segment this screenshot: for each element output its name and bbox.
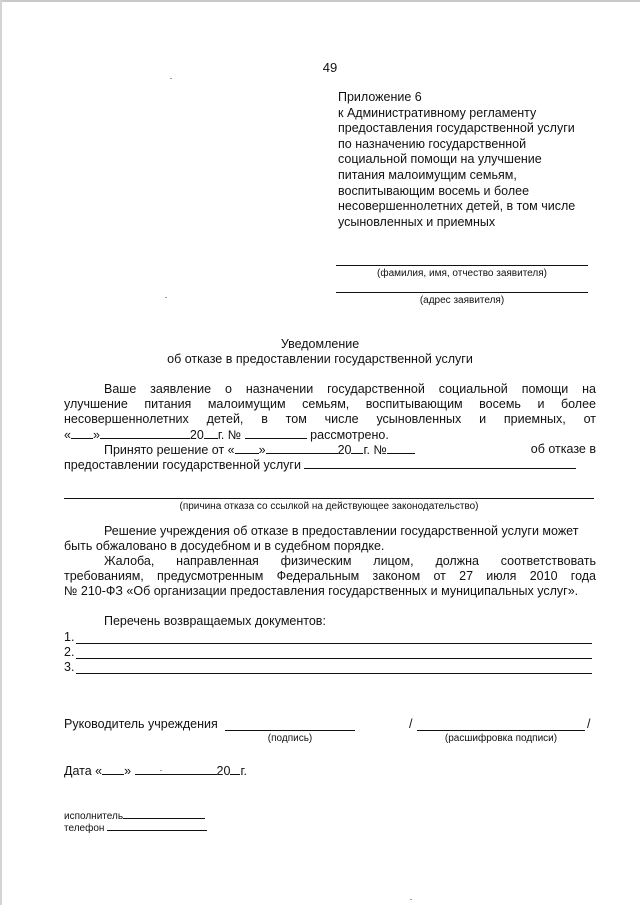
day-field[interactable] — [235, 442, 259, 454]
appendix-line: социальной помощи на улучшение — [338, 152, 542, 167]
month-field[interactable] — [266, 442, 338, 454]
body-text: несовершеннолетних детей, в том числе усыновленных и приемных, от — [64, 412, 596, 426]
applicant-name-caption: (фамилия, имя, отчество заявителя) — [377, 268, 547, 279]
signature-line[interactable] — [225, 730, 355, 731]
day-field[interactable] — [71, 427, 93, 439]
appendix-line: к Административному регламенту — [338, 105, 537, 120]
list-item: 2. — [64, 645, 592, 659]
executor-field[interactable] — [123, 809, 205, 819]
list-item: 1. — [64, 630, 592, 644]
year-field[interactable] — [204, 427, 218, 439]
reason-caption: (причина отказа со ссылкой на действующее законодательство) — [179, 501, 479, 512]
list-item: 3. — [64, 660, 592, 674]
executor-row: исполнитель — [64, 809, 205, 822]
body-text: улучшение питания малоимущим семьям, воспитывающим восемь и более — [64, 397, 596, 411]
doc-field[interactable] — [76, 646, 592, 659]
appendix-line: несовершеннолетних детей, в том числе — [338, 199, 576, 214]
head-label: Руководитель учреждения — [64, 717, 218, 731]
notice-subtitle: об отказе в предоставлении государственной услуги — [167, 352, 473, 366]
number-field[interactable] — [387, 442, 415, 454]
appendix-line: воспитывающим восемь и более — [338, 183, 530, 198]
body-text: Принято решение от « » 20 г. № об отказе в — [104, 442, 596, 457]
month-field[interactable] — [135, 763, 217, 775]
body-text: Ваше заявление о назначении государственной социальной помощи на — [104, 382, 596, 396]
decode-line[interactable] — [417, 730, 585, 731]
scan-speck — [160, 770, 162, 771]
doc-field[interactable] — [76, 661, 592, 674]
body-text: № 210-ФЗ «Об организации предоставления государственных и муниципальных услуг». — [64, 584, 579, 598]
scan-speck — [410, 899, 412, 900]
day-field[interactable] — [102, 763, 124, 775]
decode-caption: (расшифровка подписи) — [444, 733, 558, 744]
applicant-address-caption: (адрес заявителя) — [419, 295, 505, 306]
phone-row: телефон — [64, 821, 207, 834]
appendix-block — [338, 90, 598, 230]
signature-caption: (подпись) — [267, 733, 313, 744]
service-field[interactable] — [304, 457, 576, 469]
page-number: 49 — [322, 60, 338, 75]
docs-heading: Перечень возвращаемых документов: — [104, 614, 326, 628]
scan-border-left — [0, 0, 2, 905]
body-text: Жалоба, направленная физическим лицом, должна соответствовать — [104, 554, 596, 568]
body-text: предоставлении государственной услуги — [64, 457, 596, 472]
appendix-line: Приложение 6 — [338, 90, 422, 104]
scan-border-top — [0, 0, 640, 2]
appendix-line: питания малоимущим семьям, — [338, 167, 517, 182]
reason-line[interactable] — [64, 498, 594, 499]
notice-title: Уведомление — [280, 337, 360, 351]
applicant-address-line[interactable] — [336, 292, 588, 293]
scan-speck — [170, 78, 172, 79]
appendix-line: по назначению государственной — [338, 136, 527, 151]
year-field[interactable] — [230, 763, 240, 775]
date-row: Дата « » 20 г. — [64, 764, 247, 778]
scan-speck — [165, 297, 167, 298]
body-text: требованиям, предусмотренным Федеральным законом от 27 июля 2010 года — [64, 569, 596, 583]
appendix-line: усыновленных и приемных — [338, 214, 496, 229]
appendix-line: предоставления государственной услуги — [338, 121, 575, 136]
month-field[interactable] — [100, 427, 190, 439]
phone-field[interactable] — [107, 821, 207, 831]
body-text: « » 20 г. № рассмотрено. — [64, 428, 389, 442]
slash: / — [409, 717, 413, 731]
year-field[interactable] — [351, 442, 363, 454]
number-field[interactable] — [245, 427, 307, 439]
slash: / — [587, 717, 591, 731]
doc-field[interactable] — [76, 631, 592, 644]
body-text: быть обжаловано в досудебном и в судебном порядке. — [64, 539, 385, 553]
body-text: Решение учреждения об отказе в предоставлении государственной услуги может — [104, 524, 579, 538]
applicant-name-line[interactable] — [336, 265, 588, 266]
